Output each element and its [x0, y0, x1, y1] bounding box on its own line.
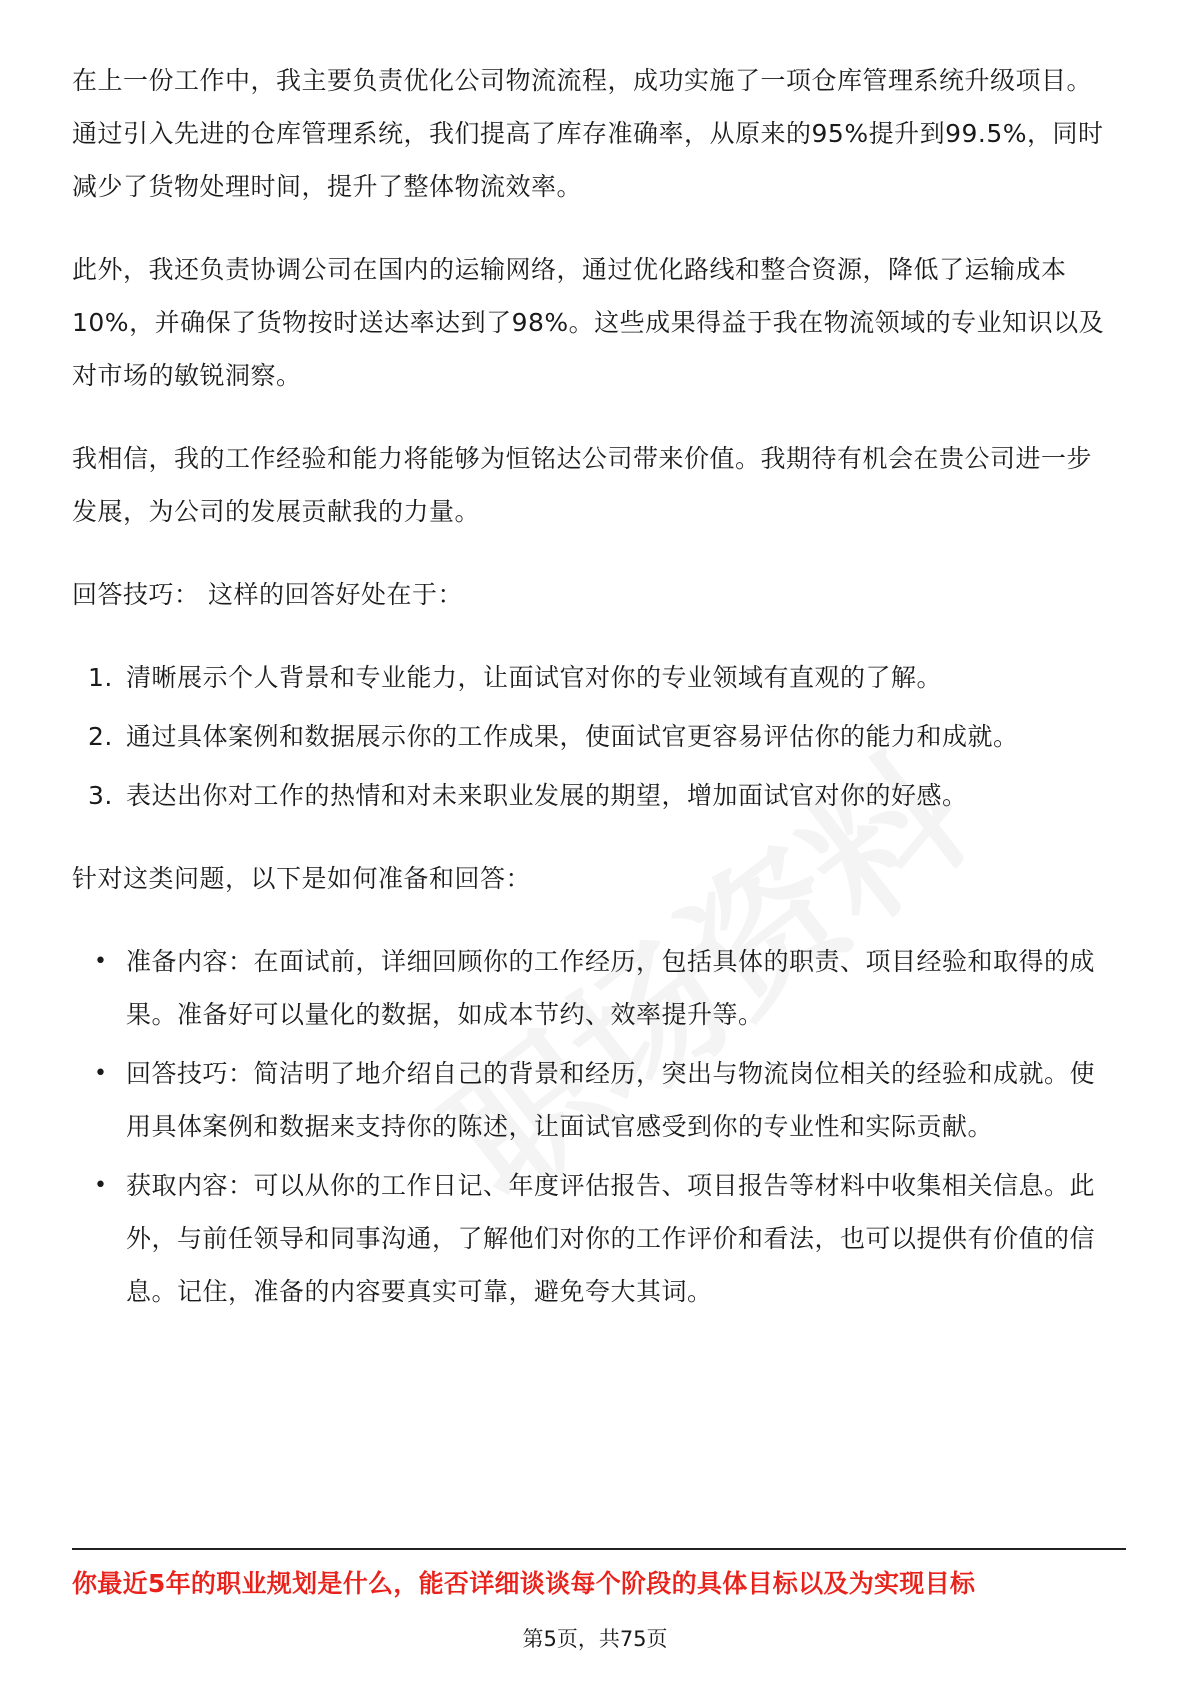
tips-heading: 回答技巧： 这样的回答好处在于： [72, 580, 463, 609]
list-item [72, 1159, 1112, 1318]
list-item [72, 769, 1112, 822]
page-content [72, 54, 1112, 1348]
list-item [72, 935, 1112, 1041]
next-question-heading: 你最近5年的职业规划是什么，能否详细谈谈每个阶段的具体目标以及为实现目标 [72, 1569, 976, 1598]
bullet-icon: • [94, 1061, 108, 1086]
list-number: 1. [88, 663, 113, 692]
paragraph-experience: 在上一份工作中，我主要负责优化公司物流流程，成功实施了一项仓库管理系统升级项目。通过引入先进的仓库管理系统，我们提高了库存准确率，从原来的95%提升到99.5%，同时减少了货物处理时间，提升了整体物流效率。 [72, 66, 1104, 201]
paragraph-conclusion: 我相信，我的工作经验和能力将能够为恒铭达公司带来价值。我期待有机会在贵公司进一步发展，为公司的发展贡献我的力量。 [72, 444, 1093, 526]
section-divider [72, 1548, 1126, 1550]
tips-list [72, 651, 1112, 822]
list-number: 3. [88, 781, 113, 810]
prep-list [72, 935, 1112, 1318]
list-item [72, 651, 1112, 704]
list-item-text: 表达出你对工作的热情和对未来职业发展的期望，增加面试官对你的好感。 [126, 781, 968, 810]
list-number: 2. [88, 722, 113, 751]
list-item-text: 清晰展示个人背景和专业能力，让面试官对你的专业领域有直观的了解。 [126, 663, 943, 692]
prep-heading: 针对这类问题，以下是如何准备和回答： [72, 864, 532, 893]
page-number: 第5页，共75页 [522, 1627, 668, 1651]
list-item-text: 获取内容：可以从你的工作日记、年度评估报告、项目报告等材料中收集相关信息。此外，与前任领导和同事沟通，了解他们对你的工作评价和看法，也可以提供有价值的信息。记住，准备的内容要真实可靠，避免夸大其词。 [126, 1171, 1096, 1306]
list-item [72, 710, 1112, 763]
list-item-text: 准备内容：在面试前，详细回顾你的工作经历，包括具体的职责、项目经验和取得的成果。准备好可以量化的数据，如成本节约、效率提升等。 [126, 947, 1096, 1029]
list-item [72, 1047, 1112, 1153]
bullet-icon: • [94, 1173, 108, 1198]
paragraph-transport: 此外，我还负责协调公司在国内的运输网络，通过优化路线和整合资源，降低了运输成本10%，并确保了货物按时送达率达到了98%。这些成果得益于我在物流领域的专业知识以及对市场的敏锐洞察。 [72, 255, 1105, 390]
list-item-text: 回答技巧：简洁明了地介绍自己的背景和经历，突出与物流岗位相关的经验和成就。使用具体案例和数据来支持你的陈述，让面试官感受到你的专业性和实际贡献。 [126, 1059, 1096, 1141]
bullet-icon: • [94, 949, 108, 974]
list-item-text: 通过具体案例和数据展示你的工作成果，使面试官更容易评估你的能力和成就。 [126, 722, 1019, 751]
